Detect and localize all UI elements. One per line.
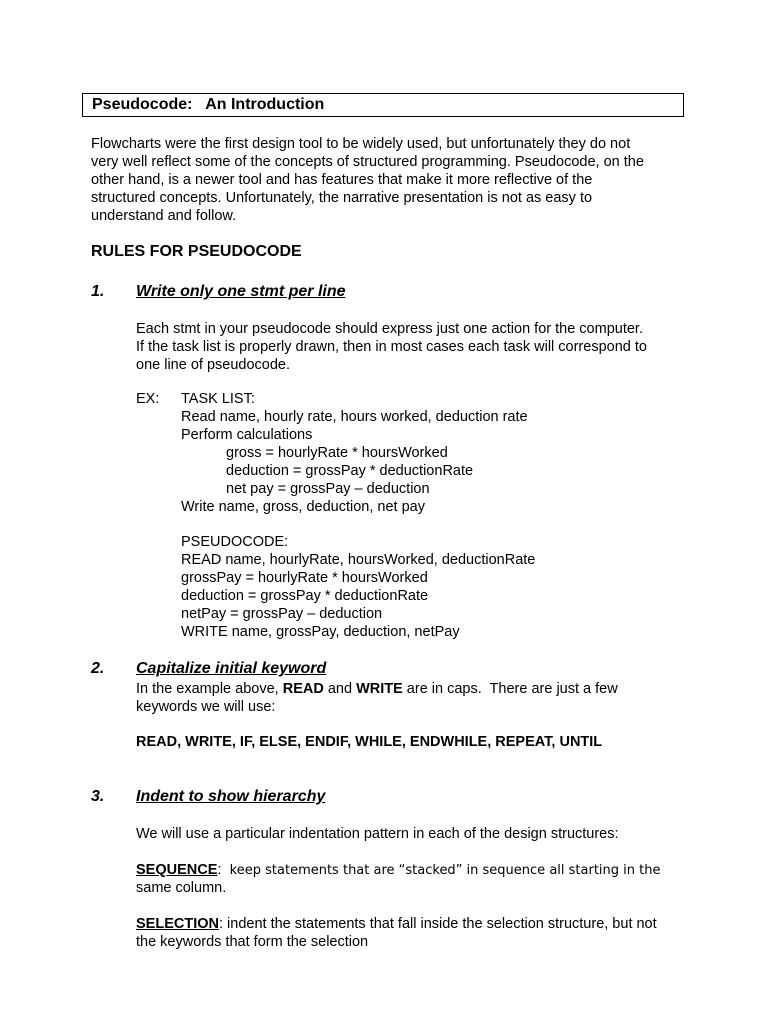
rule-2-body xyxy=(136,680,696,716)
task-line: Read name, hourly rate, hours worked, deduction rate xyxy=(181,409,528,425)
pseudocode-line: WRITE name, grossPay, deduction, netPay xyxy=(181,624,460,640)
task-list-label: TASK LIST: xyxy=(181,391,255,407)
calc-line: deduction = grossPay * deductionRate xyxy=(226,463,474,479)
rule-2-text: In the example above, xyxy=(136,681,283,697)
pseudocode-line: grossPay = hourlyRate * hoursWorked xyxy=(181,570,428,586)
read-keyword: READ xyxy=(282,681,324,697)
intro-line: understand and follow. xyxy=(91,208,237,224)
page-title: Pseudocode: An Introduction xyxy=(92,96,325,113)
rule-2-number: 2. xyxy=(91,660,105,677)
rule-1-body-line: If the task list is properly drawn, then in most cases each task will correspond to xyxy=(136,339,647,355)
calc-line: net pay = grossPay – deduction xyxy=(226,481,430,497)
pseudocode-line: deduction = grossPay * deductionRate xyxy=(181,588,429,604)
intro-line: structured concepts. Unfortunately, the narrative presentation is not as easy to xyxy=(91,190,593,206)
rule-3-title: Indent to show hierarchy xyxy=(136,788,326,805)
task-list-block xyxy=(181,390,528,444)
calculation-block xyxy=(226,444,473,498)
title-box xyxy=(82,93,684,117)
sequence-label: SEQUENCE xyxy=(136,862,218,878)
pseudocode-line: READ name, hourlyRate, hoursWorked, deductionRate xyxy=(181,552,536,568)
rule-2-text: and xyxy=(323,681,357,697)
selection-line-2: the keywords that form the selection xyxy=(136,934,369,950)
pseudocode-label: PSEUDOCODE: xyxy=(181,534,289,550)
rule-1-body-line: Each stmt in your pseudocode should express just one action for the computer. xyxy=(136,321,643,337)
intro-line: very well reflect some of the concepts of structured programming. Pseudocode, on the xyxy=(91,154,644,170)
pseudocode-block xyxy=(181,533,535,641)
rule-3-intro: We will use a particular indentation pattern in each of the design structures: xyxy=(136,826,619,842)
rule-2-body-line-2: keywords we will use: xyxy=(136,699,276,715)
keyword-list: READ, WRITE, IF, ELSE, ENDIF, WHILE, ENDWHILE, REPEAT, UNTIL xyxy=(136,734,603,750)
sequence-colon: : xyxy=(217,862,222,878)
calc-line: gross = hourlyRate * hoursWorked xyxy=(226,445,448,461)
intro-line: Flowcharts were the first design tool to be widely used, but unfortunately they do not xyxy=(91,136,631,152)
rule-1-body xyxy=(136,320,696,374)
task-last-line: Write name, gross, deduction, net pay xyxy=(181,499,425,515)
task-line: Perform calculations xyxy=(181,427,313,443)
rule-2-text: are in caps. There are just a few xyxy=(402,681,618,697)
intro-paragraph xyxy=(91,135,681,225)
example-label: EX: xyxy=(136,391,160,407)
pseudocode-line: netPay = grossPay – deduction xyxy=(181,606,383,622)
sequence-line-1 xyxy=(136,861,696,879)
intro-line: other hand, is a newer tool and has features that make it more reflective of the xyxy=(91,172,593,188)
rule-3-number: 3. xyxy=(91,788,105,805)
selection-paragraph xyxy=(136,915,696,951)
rule-1-title: Write only one stmt per line xyxy=(136,283,346,300)
sequence-line-2: same column. xyxy=(136,880,227,896)
selection-label: SELECTION xyxy=(136,916,219,932)
rule-1-body-line: one line of pseudocode. xyxy=(136,357,290,373)
selection-line-1 xyxy=(136,915,696,933)
sequence-paragraph xyxy=(136,861,696,897)
selection-text: : indent the statements that fall inside the selection structure, but not xyxy=(218,916,657,932)
sequence-text: keep statements that are “stacked” in sequence all starting in the xyxy=(221,863,661,878)
write-keyword: WRITE xyxy=(356,681,403,697)
rule-1-number: 1. xyxy=(91,283,105,300)
rule-2-body-line-1 xyxy=(136,680,696,698)
rule-2-title: Capitalize initial keyword xyxy=(136,660,327,677)
rules-heading: RULES FOR PSEUDOCODE xyxy=(91,243,302,260)
